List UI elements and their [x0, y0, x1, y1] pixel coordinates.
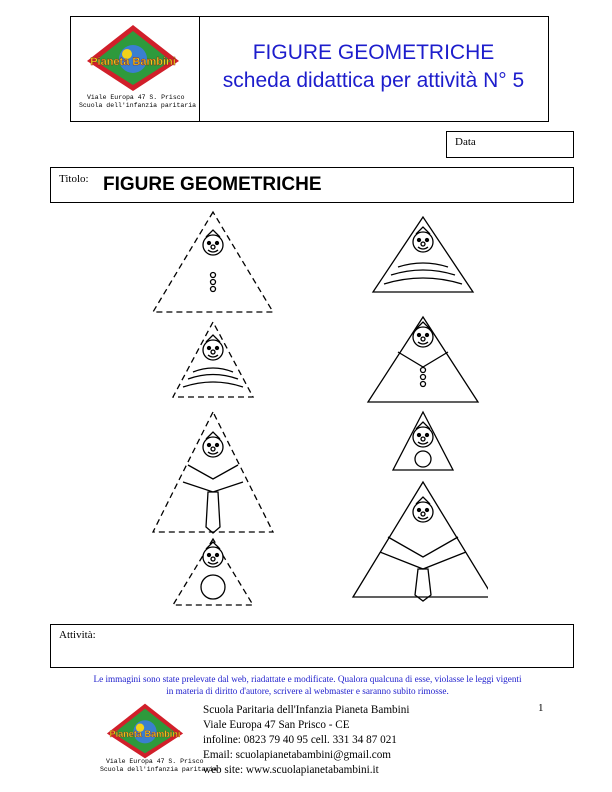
footer-email: Email: scuolapianetabambini@gmail.com: [203, 749, 392, 761]
title-label: Titolo:: [59, 173, 89, 185]
clown-face: [203, 230, 223, 255]
footer-logo-tagline: Scuola dell'infanzia paritaria: [100, 766, 218, 773]
title-field[interactable]: [50, 167, 574, 203]
copyright-disclaimer: [30, 673, 585, 697]
page-subtitle: scheda didattica per attività N° 5: [222, 69, 525, 92]
activity-field[interactable]: [50, 624, 574, 668]
title-value: FIGURE GEOMETRICHE: [103, 174, 322, 195]
logo-tagline: Scuola dell'infanzia paritaria: [79, 102, 197, 109]
footer-website: web site: www.scuolapianetabambini.it: [203, 764, 379, 776]
footer-phone: infoline: 0823 79 40 95 cell. 331 34 87 021: [203, 734, 397, 746]
page-title: FIGURE GEOMETRICHE: [252, 41, 495, 64]
footer-school-name: Scuola Paritaria dell'Infanzia Pianeta Bambini: [203, 704, 410, 716]
disclaimer-line-1: Le immagini sono state prelevate dal web, riadattate e modificate. Qualora qualcuna di esse, violasse le leggi vigenti: [93, 674, 522, 684]
header-box: [70, 16, 549, 122]
page-number: 1: [538, 702, 544, 714]
footer-address: Viale Europa 47 San Prisco - CE: [203, 719, 350, 731]
logo-wordmark: Pianeta Bambini: [90, 56, 176, 68]
logo-address: Viale Europa 47 S. Prisco: [87, 94, 185, 101]
date-label: Data: [455, 136, 476, 148]
disclaimer-line-2: in materia di diritto d'autore, scrivere al webmaster e saranno subito rimosse.: [166, 686, 449, 696]
date-field[interactable]: [446, 131, 574, 158]
footer-logo-address: Viale Europa 47 S. Prisco: [106, 758, 204, 765]
footer-logo: [102, 702, 188, 760]
triangle-clown-5: [373, 217, 473, 292]
triangle-figures: [148, 207, 488, 617]
footer-logo-wordmark: Pianeta Bambini: [109, 728, 181, 739]
triangle-clown-1: [153, 212, 273, 312]
school-contact-info: [203, 703, 409, 778]
activity-label: Attività:: [59, 629, 96, 641]
school-logo: [83, 23, 183, 93]
triangle-clown-3: [153, 412, 273, 532]
